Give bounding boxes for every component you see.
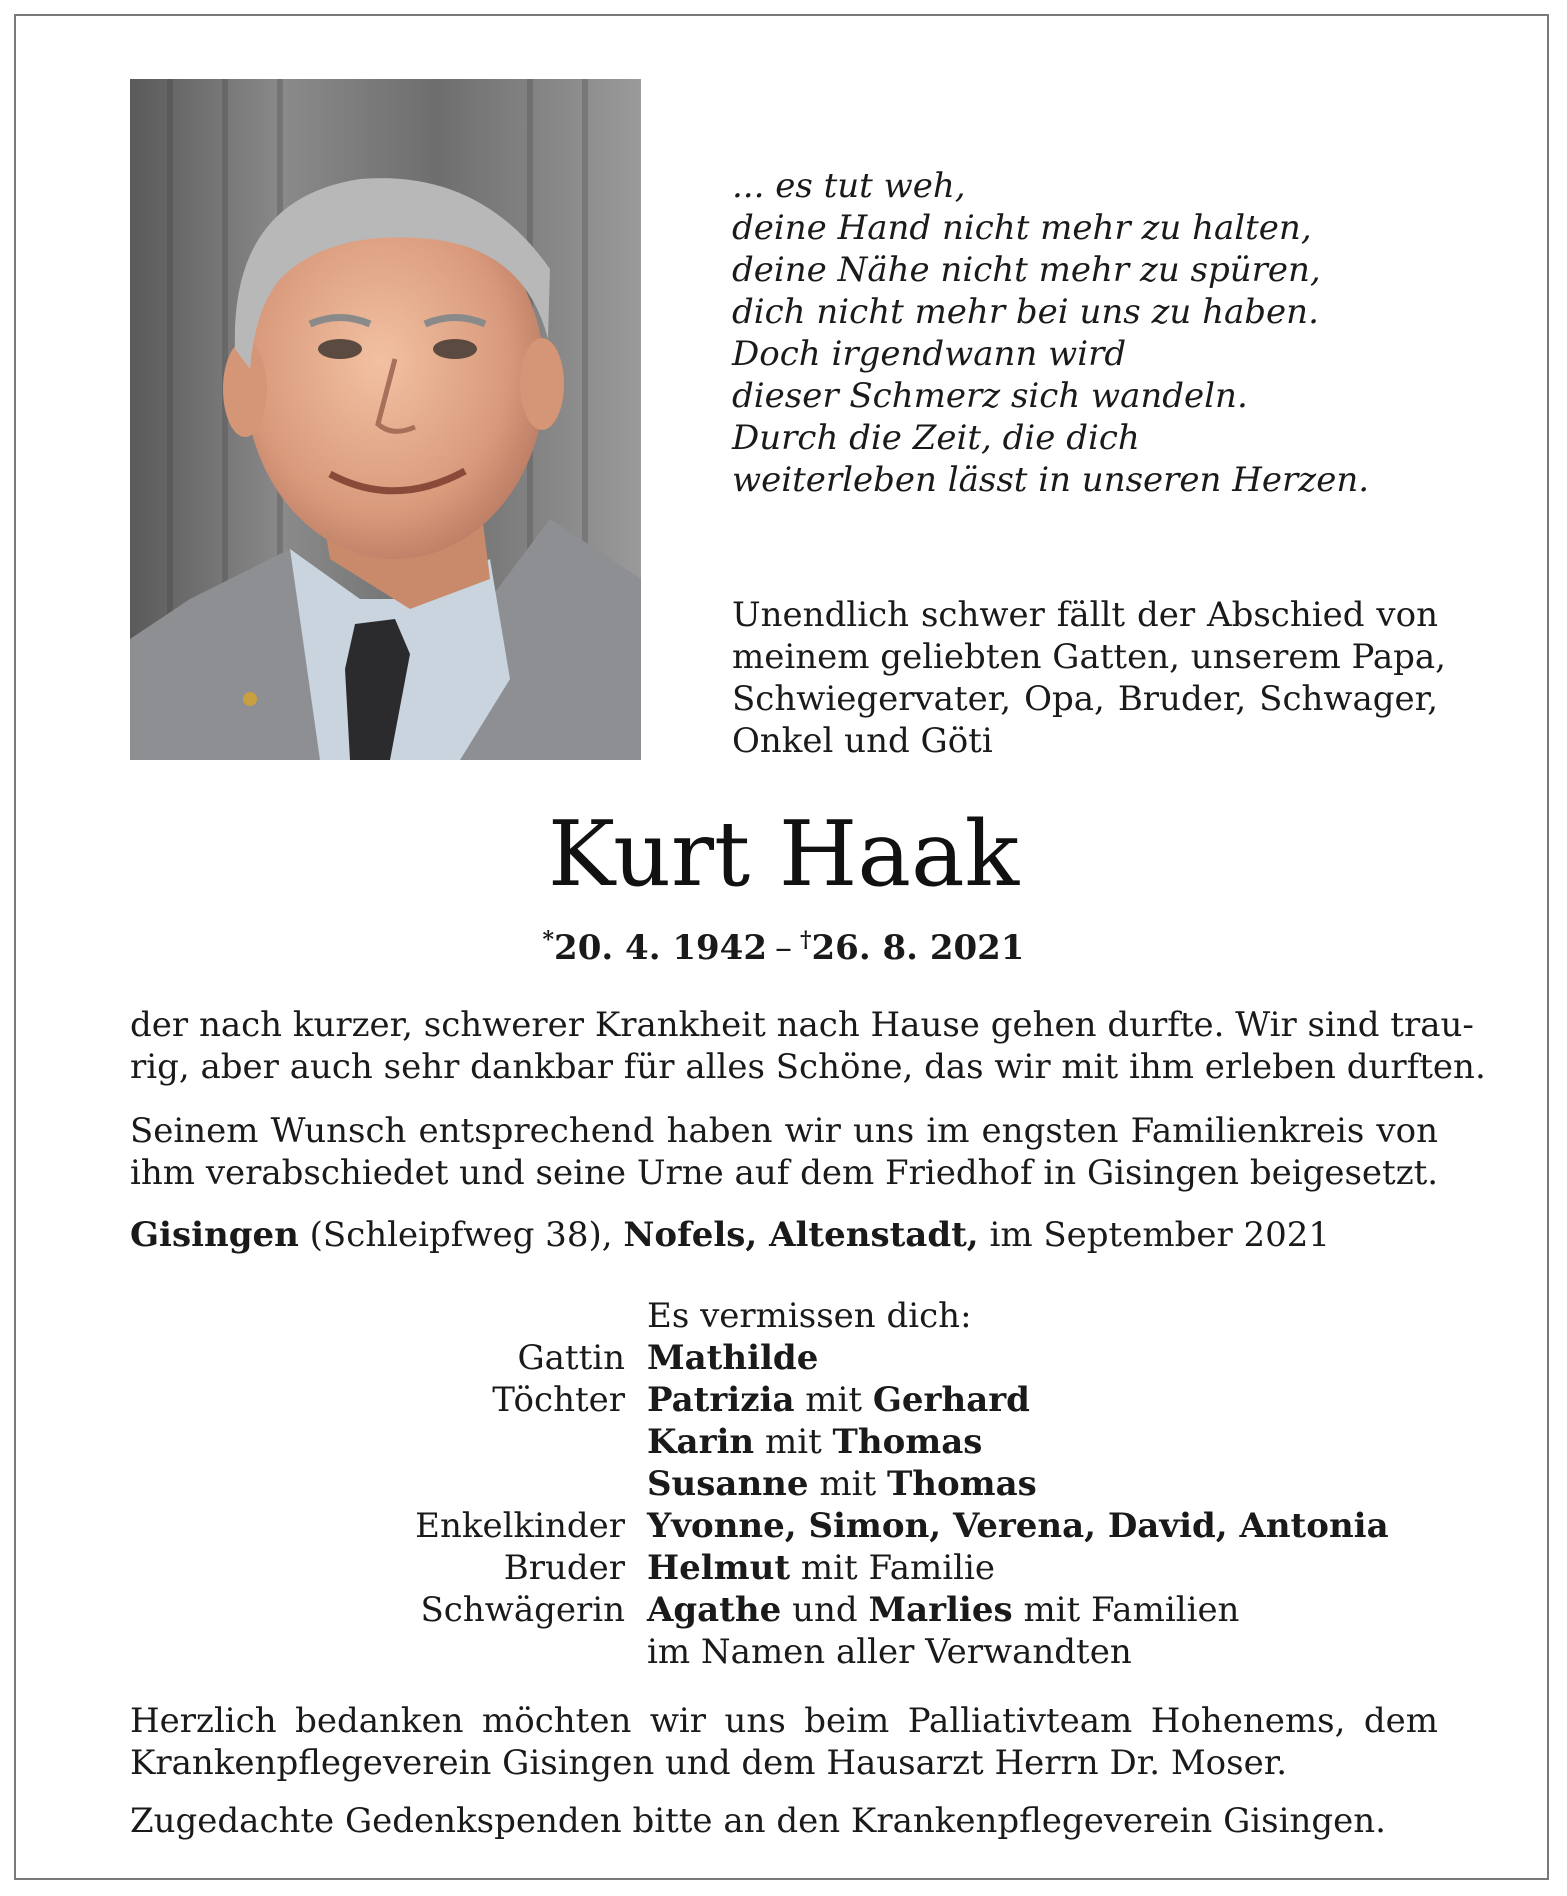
intro-line: Unendlich schwer fällt der Abschied von (732, 595, 1438, 635)
mourner-name: Marlies (868, 1590, 1013, 1630)
connector-word: mit (805, 1380, 863, 1420)
mourner-name: Mathilde (647, 1338, 819, 1378)
place-town: Gisingen (130, 1215, 299, 1255)
paragraph-thanks (130, 1700, 1438, 1784)
mourner-name: Agathe (647, 1590, 782, 1630)
mourners-heading: Es vermissen dich: (647, 1296, 972, 1336)
relation-label: Gattin (517, 1338, 625, 1378)
mourner-name: Susanne (647, 1464, 809, 1504)
mourner-name: Thomas (832, 1422, 983, 1462)
paragraph-line: Zugedachte Gedenkspenden bitte an den Krankenpflegeverein Gisingen. (130, 1801, 1386, 1841)
death-symbol: † (800, 927, 812, 953)
mourner-name: Yvonne, Simon, Verena, David, Antonia (647, 1506, 1389, 1546)
connector-word: mit (764, 1422, 822, 1462)
poem-line: Doch irgendwann wird (732, 334, 1127, 374)
intro-text (732, 594, 1446, 762)
mourner-name: Gerhard (872, 1380, 1030, 1420)
relation-label: Schwägerin (420, 1590, 625, 1630)
relation-label: Bruder (503, 1548, 625, 1588)
paragraph-line: rig, aber auch sehr dankbar für alles Schöne, das wir mit ihm erleben durften. (130, 1047, 1486, 1087)
poem-line: deine Hand nicht mehr zu halten, (732, 208, 1312, 248)
mourner-name: Karin (647, 1422, 755, 1462)
poem-line: deine Nähe nicht mehr zu spüren, (732, 250, 1321, 290)
poem-line: dich nicht mehr bei uns zu haben. (732, 292, 1319, 332)
paragraph-line: Herzlich bedanken möchten wir uns beim Palliativteam Hohenems, dem (130, 1701, 1438, 1741)
paragraph-line: ihm verabschiedet und seine Urne auf dem Friedhof in Gisingen beigesetzt. (130, 1153, 1439, 1193)
poem (732, 165, 1432, 501)
birth-date: 20. 4. 1942 (554, 928, 767, 968)
paragraph-illness (130, 1004, 1486, 1088)
place-date: im September 2021 (989, 1215, 1331, 1255)
intro-line: Onkel und Göti (732, 721, 993, 761)
poem-line: dieser Schmerz sich wandeln. (732, 376, 1248, 416)
life-dates (0, 918, 1567, 970)
mourner-name: Helmut (647, 1548, 791, 1588)
connector-word: und (792, 1590, 858, 1630)
mourner-suffix: mit Familie (800, 1548, 996, 1588)
date-dash: – (775, 928, 792, 968)
place-and-date (130, 1214, 1438, 1256)
mourner-name: Thomas (886, 1464, 1037, 1504)
poem-line: weiterleben lässt in unseren Herzen. (732, 460, 1370, 500)
poem-line: ... es tut weh, (732, 166, 966, 206)
mourner-name: Patrizia (647, 1380, 795, 1420)
intro-line: Schwiegervater, Opa, Bruder, Schwager, (732, 679, 1438, 719)
relation-label: Enkelkinder (415, 1506, 625, 1546)
poem-line: Durch die Zeit, die dich (732, 418, 1140, 458)
intro-line: meinem geliebten Gatten, unserem Papa, (732, 637, 1446, 677)
connector-word: mit (819, 1464, 877, 1504)
death-date: 26. 8. 2021 (811, 928, 1025, 968)
portrait-photo (130, 79, 641, 760)
relation-label: Töchter (492, 1380, 625, 1420)
paragraph-line: Seinem Wunsch entsprechend haben wir uns im engsten Familienkreis von (130, 1111, 1438, 1151)
place-address: (Schleipfweg 38), (309, 1215, 613, 1255)
birth-symbol: * (542, 927, 555, 953)
deceased-name: Kurt Haak (547, 802, 1020, 907)
place-others: Nofels, Altenstadt, (623, 1215, 979, 1255)
paragraph-line: der nach kurzer, schwerer Krankheit nach Hause gehen durfte. Wir sind trau- (130, 1005, 1474, 1045)
paragraph-burial (130, 1110, 1438, 1194)
paragraph-donations (130, 1800, 1438, 1842)
mourners-list (130, 1295, 1438, 1673)
mourners-closing: im Namen aller Verwandten (647, 1632, 1132, 1672)
mourner-suffix: mit Familien (1023, 1590, 1240, 1630)
paragraph-line: Krankenpflegeverein Gisingen und dem Hausarzt Herrn Dr. Moser. (130, 1743, 1288, 1783)
